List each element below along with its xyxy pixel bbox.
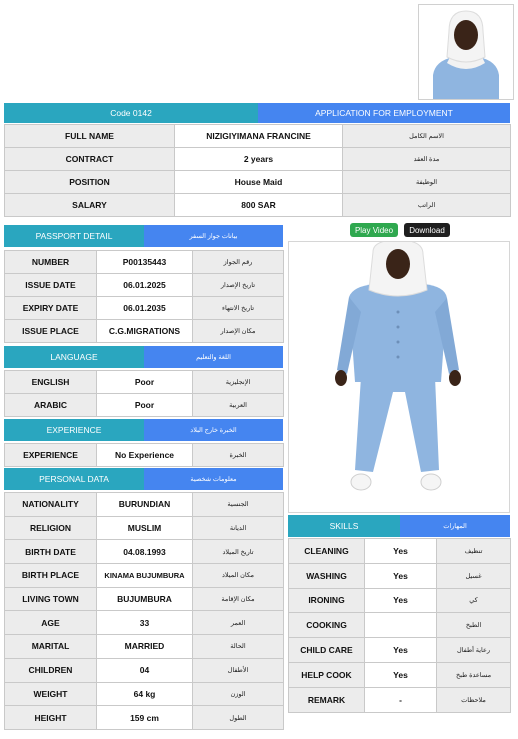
row-label: CHILD CARE: [289, 638, 365, 663]
row-label-arabic: تاريخ الإصدار: [193, 274, 284, 297]
row-value: C.G.MIGRATIONS: [97, 320, 193, 343]
row-label-arabic: مكان الإقامة: [193, 587, 284, 611]
row-label-arabic: تاريخ الميلاد: [193, 540, 284, 564]
personal-row: [5, 682, 284, 706]
row-value: House Maid: [175, 171, 343, 194]
experience-title: EXPERIENCE: [4, 419, 144, 441]
row-label: MARITAL: [5, 635, 97, 659]
personal-row: [5, 540, 284, 564]
row-label: COOKING: [289, 613, 365, 638]
row-label-arabic: كي: [437, 588, 511, 613]
row-label: CLEANING: [289, 539, 365, 564]
download-button[interactable]: Download: [404, 223, 450, 237]
row-label: NATIONALITY: [5, 493, 97, 517]
row-label: EXPIRY DATE: [5, 297, 97, 320]
application-header: [4, 103, 510, 123]
row-label-arabic: العربية: [193, 394, 284, 417]
passport-row: [5, 320, 284, 343]
personal-row: [5, 611, 284, 635]
passport-title-arabic: بيانات جواز السفر: [144, 225, 283, 247]
passport-row: [5, 274, 284, 297]
experience-header: [4, 419, 283, 441]
personal-row: [5, 658, 284, 682]
row-label-arabic: رقم الجواز: [193, 251, 284, 274]
skill-row: [289, 687, 511, 712]
row-label: IRONING: [289, 588, 365, 613]
row-value: NIZIGIYIMANA FRANCINE: [175, 125, 343, 148]
main-info-row: [5, 171, 511, 194]
row-value: 800 SAR: [175, 194, 343, 217]
row-label-arabic: الديانة: [193, 516, 284, 540]
skill-row: [289, 638, 511, 663]
row-value: Poor: [97, 394, 193, 417]
row-value: 64 kg: [97, 682, 193, 706]
personal-data-table: [4, 492, 284, 730]
full-body-image: [289, 242, 509, 512]
row-value: BURUNDIAN: [97, 493, 193, 517]
language-row: [5, 371, 284, 394]
row-label: BIRTH PLACE: [5, 564, 97, 588]
row-label: SALARY: [5, 194, 175, 217]
row-label-arabic: غسيل: [437, 563, 511, 588]
row-label: ISSUE PLACE: [5, 320, 97, 343]
main-info-row: [5, 194, 511, 217]
passport-table: [4, 250, 284, 343]
personal-data-title: PERSONAL DATA: [4, 468, 144, 490]
row-label: REMARK: [289, 687, 365, 712]
main-info-row: [5, 125, 511, 148]
skills-table: [288, 538, 511, 713]
skill-row: [289, 588, 511, 613]
language-header: [4, 346, 283, 368]
row-label-arabic: الراتب: [343, 194, 511, 217]
row-label: CONTRACT: [5, 148, 175, 171]
personal-data-title-arabic: معلومات شخصية: [144, 468, 283, 490]
row-label-arabic: تنظيف: [437, 539, 511, 564]
experience-row: [5, 444, 284, 467]
headshot-image: [419, 5, 513, 99]
skill-row: [289, 539, 511, 564]
row-label: POSITION: [5, 171, 175, 194]
row-label-arabic: الأطفال: [193, 658, 284, 682]
row-value: Poor: [97, 371, 193, 394]
row-label-arabic: تاريخ الانتهاء: [193, 297, 284, 320]
row-label: NUMBER: [5, 251, 97, 274]
row-label: HEIGHT: [5, 706, 97, 730]
row-label: WEIGHT: [5, 682, 97, 706]
row-label-arabic: الجنسية: [193, 493, 284, 517]
row-value: P00135443: [97, 251, 193, 274]
row-value: Yes: [365, 539, 437, 564]
row-value: [365, 613, 437, 638]
row-value: 04: [97, 658, 193, 682]
headshot-photo: [418, 4, 514, 100]
row-label-arabic: الوزن: [193, 682, 284, 706]
skill-row: [289, 613, 511, 638]
row-value: BUJUMBURA: [97, 587, 193, 611]
full-body-photo: [288, 241, 510, 513]
skill-row: [289, 563, 511, 588]
row-value: MUSLIM: [97, 516, 193, 540]
row-label: BIRTH DATE: [5, 540, 97, 564]
personal-row: [5, 706, 284, 730]
row-label-arabic: العمر: [193, 611, 284, 635]
row-value: 159 cm: [97, 706, 193, 730]
row-value: 06.01.2025: [97, 274, 193, 297]
row-label-arabic: الوظيفة: [343, 171, 511, 194]
row-value: 04.08.1993: [97, 540, 193, 564]
row-label: ENGLISH: [5, 371, 97, 394]
application-title: APPLICATION FOR EMPLOYMENT: [258, 103, 510, 123]
skill-row: [289, 662, 511, 687]
row-label-arabic: الحالة: [193, 635, 284, 659]
personal-row: [5, 564, 284, 588]
row-label-arabic: ملاحظات: [437, 687, 511, 712]
row-label: WASHING: [289, 563, 365, 588]
row-value: No Experience: [97, 444, 193, 467]
row-value: Yes: [365, 588, 437, 613]
play-video-button[interactable]: Play Video: [350, 223, 398, 237]
row-value: Yes: [365, 638, 437, 663]
row-value: 06.01.2035: [97, 297, 193, 320]
row-label: FULL NAME: [5, 125, 175, 148]
main-info-table: [4, 124, 511, 217]
row-label: CHILDREN: [5, 658, 97, 682]
experience-title-arabic: الخبرة خارج البلاد: [144, 419, 283, 441]
row-value: KINAMA BUJUMBURA: [97, 564, 193, 588]
row-value: Yes: [365, 563, 437, 588]
personal-row: [5, 493, 284, 517]
row-value: Yes: [365, 662, 437, 687]
main-info-row: [5, 148, 511, 171]
language-row: [5, 394, 284, 417]
code-label: Code 0142: [4, 103, 258, 123]
row-label: LIVING TOWN: [5, 587, 97, 611]
language-title-arabic: اللغة والتعليم: [144, 346, 283, 368]
row-label: HELP COOK: [289, 662, 365, 687]
row-label: RELIGION: [5, 516, 97, 540]
row-label-arabic: الطبخ: [437, 613, 511, 638]
row-label: ISSUE DATE: [5, 274, 97, 297]
row-label: EXPERIENCE: [5, 444, 97, 467]
row-label-arabic: مكان الميلاد: [193, 564, 284, 588]
row-value: -: [365, 687, 437, 712]
language-table: [4, 370, 284, 417]
personal-row: [5, 587, 284, 611]
language-title: LANGUAGE: [4, 346, 144, 368]
skills-title: SKILLS: [288, 515, 400, 537]
row-value: 33: [97, 611, 193, 635]
row-label-arabic: مدة العقد: [343, 148, 511, 171]
passport-title: PASSPORT DETAIL: [4, 225, 144, 247]
row-value: MARRIED: [97, 635, 193, 659]
skills-title-arabic: المهارات: [400, 515, 510, 537]
experience-table: [4, 443, 284, 467]
personal-data-header: [4, 468, 283, 490]
row-label: ARABIC: [5, 394, 97, 417]
row-label-arabic: الإنجليزية: [193, 371, 284, 394]
personal-row: [5, 516, 284, 540]
row-label-arabic: الاسم الكامل: [343, 125, 511, 148]
row-label-arabic: الخبرة: [193, 444, 284, 467]
passport-row: [5, 251, 284, 274]
row-value: 2 years: [175, 148, 343, 171]
row-label-arabic: مساعدة طبخ: [437, 662, 511, 687]
personal-row: [5, 635, 284, 659]
row-label-arabic: مكان الإصدار: [193, 320, 284, 343]
passport-row: [5, 297, 284, 320]
row-label-arabic: رعاية أطفال: [437, 638, 511, 663]
skills-header: [288, 515, 510, 537]
passport-header: [4, 225, 283, 247]
row-label-arabic: الطول: [193, 706, 284, 730]
row-label: AGE: [5, 611, 97, 635]
